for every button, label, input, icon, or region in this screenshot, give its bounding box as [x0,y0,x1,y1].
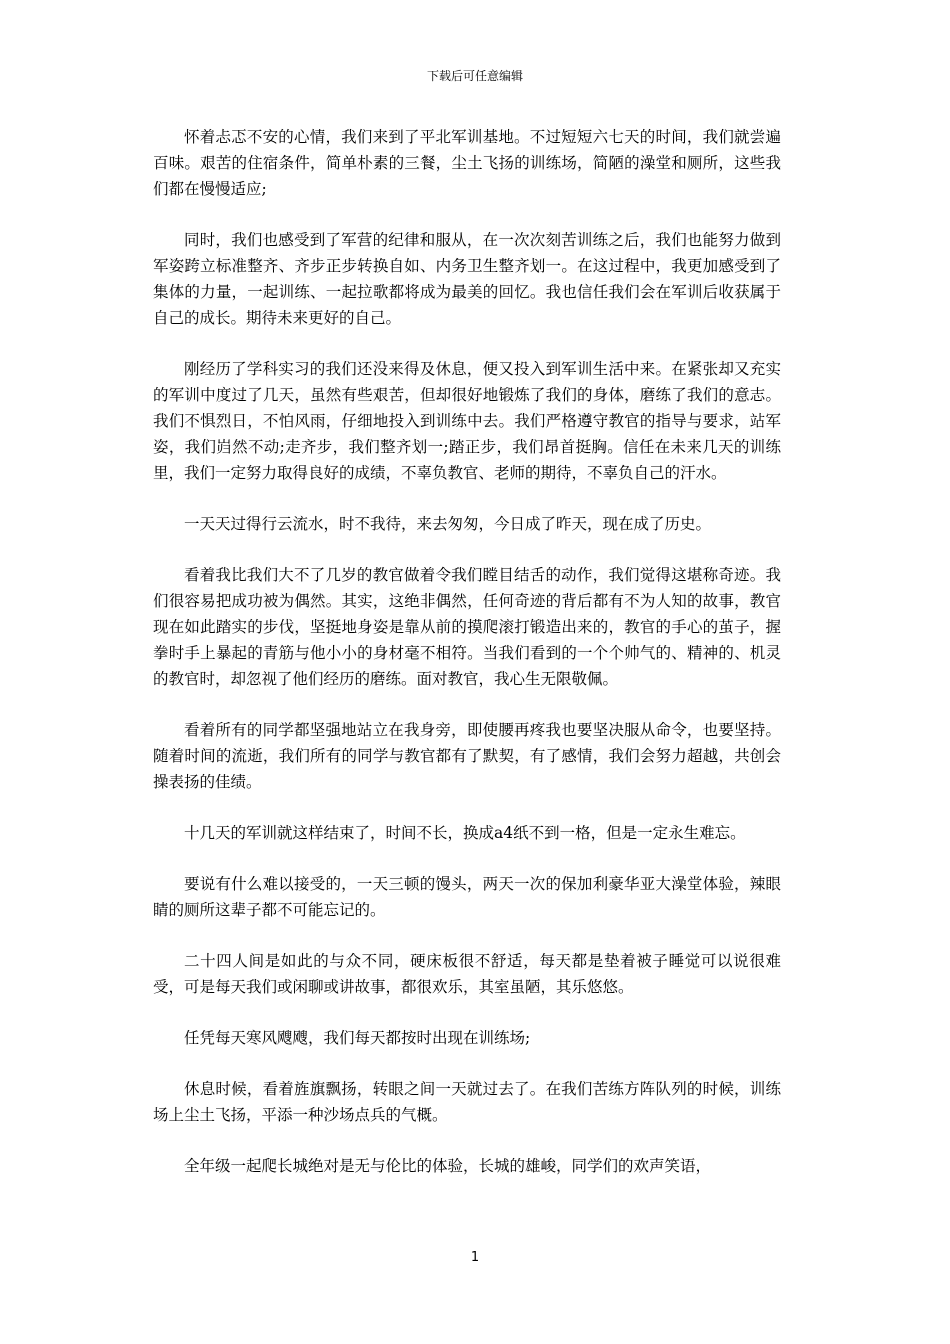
paragraph-7: 十几天的军训就这样结束了，时间不长，换成a4纸不到一格，但是一定永生难忘。 [184,824,746,842]
paragraph-10: 任凭每天寒风飕飕，我们每天都按时出现在训练场; [184,1029,531,1047]
paragraph-9: 二十四人间是如此的与众不同，硬床板很不舒适，每天都是垫着被子睡觉可以说很难受，可是每天我们或闲聊或讲故事，都很欢乐，其室虽陋，其乐悠悠。 [153,952,781,996]
paragraph-3: 刚经历了学科实习的我们还没来得及休息，便又投入到军训生活中来。在紧张却又充实的军训中度过了几天，虽然有些艰苦，但却很好地锻炼了我们的身体，磨练了我们的意志。我们不惧烈日，不怕风雨，仔细地投入到训练中去。我们严格遵守教官的指导与要求，站军姿，我们岿然不动;走齐步，我们整齐划一;踏正步，我们昂首挺胸。信任在未来几天的训练里，我们一定努力取得良好的成绩，不辜负教官、老师的期待，不辜负自己的汗水。 [153,360,781,482]
paragraph-12: 全年级一起爬长城绝对是无与伦比的体验，长城的雄峻，同学们的欢声笑语， [184,1157,712,1175]
paragraph-6: 看着所有的同学都坚强地站立在我身旁，即使腰再疼我也要坚决服从命令，也要坚持。随着时间的流逝，我们所有的同学与教官都有了默契，有了感情，我们会努力超越，共创会操表扬的佳绩。 [153,721,781,791]
paragraph-5: 看着我比我们大不了几岁的教官做着令我们瞠目结舌的动作，我们觉得这堪称奇迹。我们很容易把成功被为偶然。其实，这绝非偶然，任何奇迹的背后都有不为人知的故事，教官现在如此踏实的步伐，坚挺地身姿是靠从前的摸爬滚打锻造出来的，教官的手心的茧子，握拳时手上暴起的青筋与他小小的身材毫不相符。当我们看到的一个个帅气的、精神的、机灵的教官时，却忽视了他们经历的磨练。面对教官，我心生无限敬佩。 [153,566,781,688]
document-body [153,124,781,1204]
paragraph-11: 休息时候，看着旌旗飘扬，转眼之间一天就过去了。在我们苦练方阵队列的时候，训练场上尘土飞扬，平添一种沙场点兵的气概。 [153,1080,781,1124]
paragraph-8: 要说有什么难以接受的，一天三顿的馒头，两天一次的保加利豪华亚大澡堂体验，辣眼睛的厕所这辈子都不可能忘记的。 [153,875,781,919]
page-number: 1 [470,1250,480,1265]
paragraph-4: 一天天过得行云流水，时不我待，来去匆匆，今日成了昨天，现在成了历史。 [184,515,712,533]
page-header-note: 下载后可任意编辑 [426,69,523,83]
paragraph-2: 同时，我们也感受到了军营的纪律和服从，在一次次刻苦训练之后，我们也能努力做到军姿跨立标准整齐、齐步正步转换自如、内务卫生整齐划一。在这过程中，我更加感受到了集体的力量，一起训练、一起拉歌都将成为最美的回忆。我也信任我们会在军训后收获属于自己的成长。期待未来更好的自己。 [153,231,781,327]
paragraph-1: 怀着忐忑不安的心情，我们来到了平北军训基地。不过短短六七天的时间，我们就尝遍百味。艰苦的住宿条件，简单朴素的三餐，尘土飞扬的训练场，简陋的澡堂和厕所，这些我们都在慢慢适应; [153,128,781,198]
